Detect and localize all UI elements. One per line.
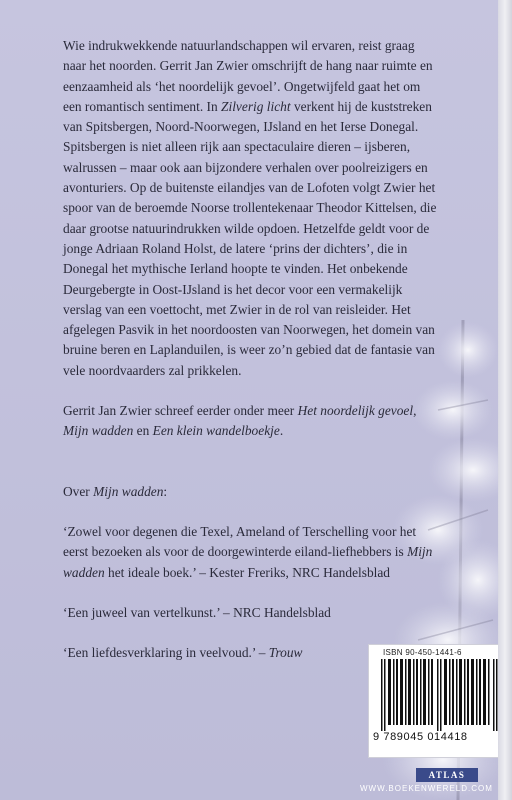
previous-title-3: Een klein wandelboekje <box>152 423 280 439</box>
quote-1-source: NRC Handelsblad <box>292 564 391 580</box>
separator: , <box>413 403 417 419</box>
colon: : <box>163 483 168 499</box>
summary-text-2: verkent hij de kuststreken van Spitsbergen, Noord-Noorwegen, IJsland en het Ierse Donegal. Spitsbergen is niet alleen rijk aan spectaculaire dieren – ijsberen, walrussen – maar ook aan bijzondere verhalen over poolreizigers en avonturiers. Op de buitenste eilandjes van de Lofoten volgt Zwier het spoor van de beroemde Noorse trollentekenaar Theodor Kittelsen, die daar grootse natuurindrukken wilde opdoen. Hetzelfde geldt voor de jonge Adriaan Roland Holst, de latere ‘prins der dichters’, die in Donegal het mythische Ierland hoopte te vinden. Het onbekende Deurgebergte in Oost-IJsland is het decor voor een vermakelijk verslag van een voettocht, met Zwier in de rol van reisleider. Het afgelegen Pasvik in het noordoosten van Noorwegen, het domein van bruine beren en Laplanduilen, is weer zo’n gebied dat de fantasie van vele noordvaarders zal prikkelen. <box>63 98 437 378</box>
page-edge <box>498 0 512 800</box>
quote-1-text: ‘Zowel voor degenen die Texel, Ameland of Terschelling voor het eerst bezoeken als voor de doorgewinterde eiland-liefhebbers is <box>63 523 417 560</box>
publisher-website: WWW.BOEKENWERELD.COM <box>360 784 493 793</box>
barcode <box>368 644 498 758</box>
author-bibliography <box>63 401 438 442</box>
summary-paragraph <box>63 36 438 381</box>
barcode-number: 9 789045 014418 <box>373 731 468 743</box>
conjunction: en <box>133 423 153 439</box>
quote-2-text: ‘Een juweel van vertelkunst.’ – <box>63 604 234 620</box>
period: . <box>279 423 284 439</box>
publisher-logo: ATLAS <box>416 768 478 782</box>
barcode-bars <box>381 659 498 731</box>
reviews-heading <box>63 482 438 502</box>
review-quote-1 <box>63 522 438 583</box>
previous-title-1: Het noordelijk gevoel <box>297 403 414 419</box>
book-title: Zilverig licht <box>221 98 291 114</box>
reviews-heading-text: Over <box>63 483 94 499</box>
quote-3-source: Trouw <box>268 645 303 661</box>
summary-text-1: Wie indrukwekkende natuurlandschappen wil ervaren, reist graag naar het noorden. Gerrit Jan Zwier omschrijft de hang naar ruimte en eenzaamheid als ‘het noordelijk gevoel’. Ongetwijfeld gaat het om een romantisch sentiment. In <box>63 38 433 114</box>
quote-1-text-2: het ideale boek.’ – Kester Freriks, <box>104 564 293 580</box>
isbn-label: ISBN 90-450-1441-6 <box>383 648 462 657</box>
review-quote-2 <box>63 603 438 623</box>
quote-1-title: Mijn wadden <box>63 544 433 580</box>
back-cover-text <box>63 36 438 663</box>
reviews-heading-title: Mijn wadden <box>93 483 164 499</box>
bibliography-text: Gerrit Jan Zwier schreef eerder onder meer <box>63 403 298 419</box>
quote-3-text: ‘Een liefdesverklaring in veelvoud.’ – <box>63 645 269 661</box>
quote-2-source: NRC Handelsblad <box>233 604 331 620</box>
previous-title-2: Mijn wadden <box>63 423 134 439</box>
